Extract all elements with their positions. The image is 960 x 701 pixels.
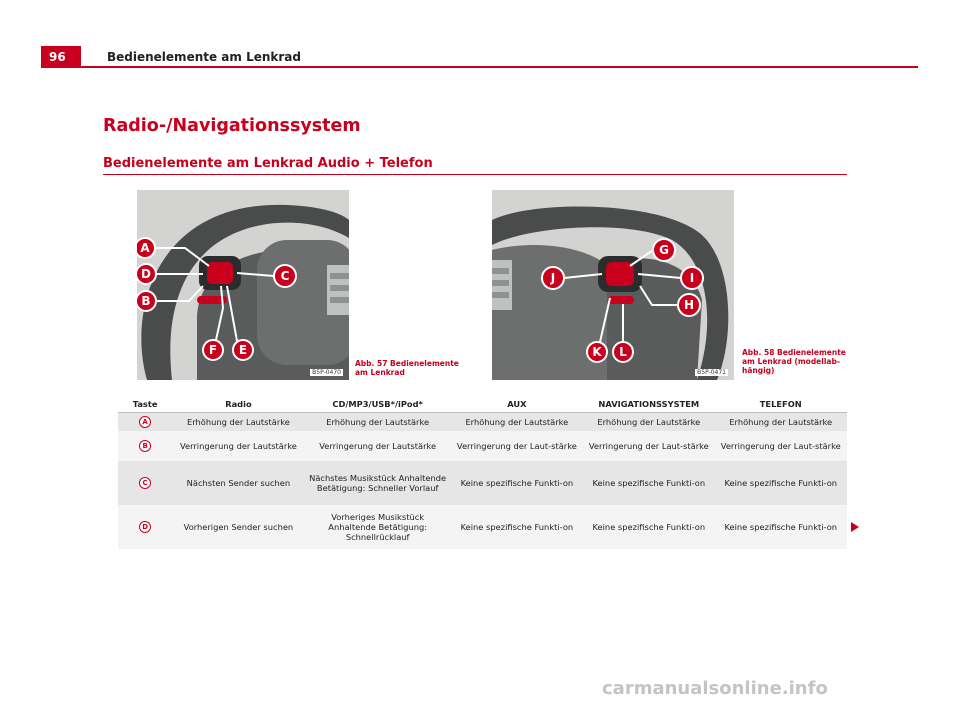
figure-code: B5P-0471 — [697, 369, 726, 376]
column-header: Taste — [118, 395, 172, 413]
figure-steering-wheel-2 — [492, 190, 734, 380]
table-header-row — [118, 395, 847, 413]
figure-label: E — [238, 343, 248, 357]
table-row — [118, 431, 847, 461]
column-header: AUX — [451, 395, 583, 413]
key-badge: D — [139, 521, 151, 533]
figure-code: B5P-0470 — [312, 369, 341, 376]
key-badge: C — [139, 477, 151, 489]
figure-label: A — [140, 241, 150, 255]
figure-label: I — [689, 271, 695, 285]
table-cell: Verringerung der Laut-stärke — [451, 431, 583, 461]
figure-label: F — [208, 343, 218, 357]
table-cell: Vorherigen Sender suchen — [172, 505, 304, 549]
figure-label: C — [280, 269, 290, 283]
table-row — [118, 461, 847, 505]
figure-label: K — [592, 345, 602, 359]
figure-label: L — [619, 345, 627, 359]
column-header: Radio — [172, 395, 304, 413]
triangle-right-icon — [851, 522, 859, 532]
table-row — [118, 413, 847, 432]
steering-wheel-illustration-2 — [492, 190, 734, 380]
table-cell: Erhöhung der Lautstärke — [451, 413, 583, 432]
table-cell: Keine spezifische Funkti-on — [715, 505, 848, 549]
header-title: Bedienelemente am Lenkrad — [107, 50, 301, 64]
table-cell: Erhöhung der Lautstärke — [172, 413, 304, 432]
figure-label: H — [683, 298, 695, 312]
figure-label: J — [550, 271, 556, 285]
table-cell: Erhöhung der Lautstärke — [305, 413, 451, 432]
figure-caption: Abb. 58 Bedienelemente am Lenkrad (modellab-hängig) — [742, 348, 846, 375]
page-header — [41, 46, 918, 68]
table-cell: Keine spezifische Funkti-on — [451, 461, 583, 505]
table-cell: Nächsten Sender suchen — [172, 461, 304, 505]
key-badge: A — [139, 416, 151, 428]
header-rule — [81, 66, 918, 68]
table-cell: Verringerung der Lautstärke — [305, 431, 451, 461]
watermark: carmanualsonline.info — [602, 678, 828, 699]
subsection-title: Bedienelemente am Lenkrad Audio + Telefon — [103, 156, 433, 171]
column-header: NAVIGATIONSSYSTEM — [583, 395, 714, 413]
table-cell: Keine spezifische Funkti-on — [451, 505, 583, 549]
steering-wheel-illustration-1 — [137, 190, 349, 380]
figure-steering-wheel-1 — [137, 190, 349, 380]
column-header: CD/MP3/USB*/iPod* — [305, 395, 451, 413]
subsection-rule — [103, 174, 847, 175]
table-cell: Verringerung der Laut-stärke — [583, 431, 714, 461]
figure-label: G — [659, 243, 669, 257]
page-number: 96 — [41, 46, 81, 68]
figure-label: D — [141, 267, 151, 281]
key-badge: B — [139, 440, 151, 452]
table-cell: Keine spezifische Funkti-on — [583, 505, 714, 549]
table-cell: Vorheriges Musikstück Anhaltende Betätigung: Schnellrücklauf — [305, 505, 451, 549]
table-cell: Erhöhung der Lautstärke — [715, 413, 848, 432]
table-cell: Keine spezifische Funkti-on — [715, 461, 848, 505]
table-cell: Verringerung der Laut-stärke — [715, 431, 848, 461]
controls-table — [118, 395, 847, 549]
table-cell: Verringerung der Lautstärke — [172, 431, 304, 461]
section-title: Radio-/Navigationssystem — [103, 116, 361, 136]
table-cell: Erhöhung der Lautstärke — [583, 413, 714, 432]
column-header: TELEFON — [715, 395, 848, 413]
table-cell: Keine spezifische Funkti-on — [583, 461, 714, 505]
table-row — [118, 505, 847, 549]
figure-caption: Abb. 57 Bedienelemente am Lenkrad — [355, 359, 459, 377]
table-cell: Nächstes Musikstück Anhaltende Betätigung: Schneller Vorlauf — [305, 461, 451, 505]
figure-label: B — [141, 294, 151, 308]
